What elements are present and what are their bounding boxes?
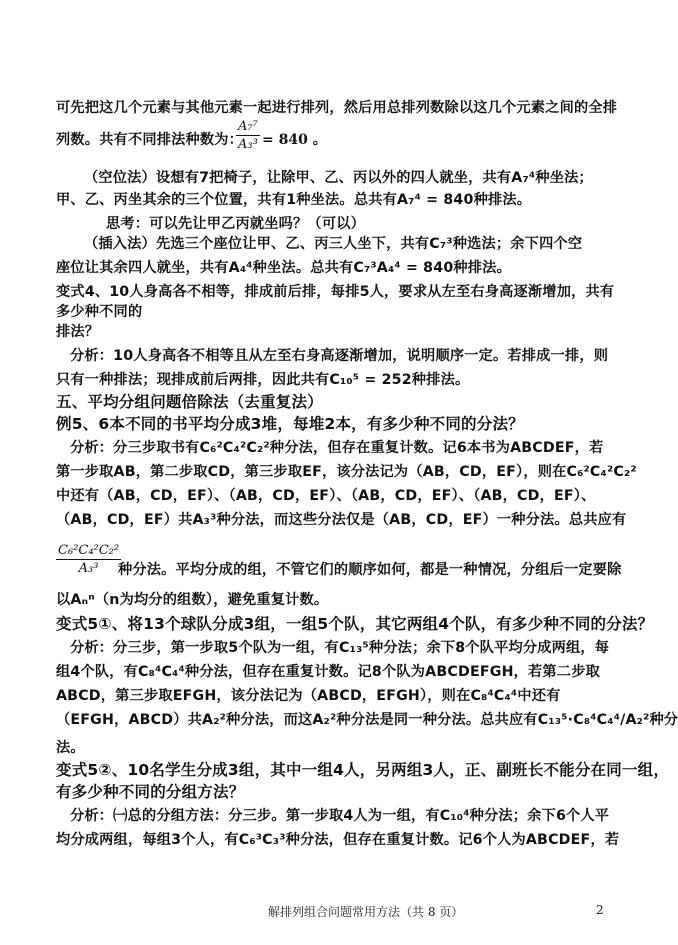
variant-5-2-title-cont: 有多少种不同的分组方法？ [56,783,245,801]
footer-title: 解排列组合问题常用方法（共 8 页） [268,905,464,919]
line-17: 中还有（AB，CD，EF）、（AB，CD，EF）、（AB，CD，EF）、（AB，CD，EF）、 [56,488,596,504]
line-12: 只有一种排法；现排成前后两排，因此共有C₁₀⁵ = 252种排法。 [56,372,470,388]
line-20: 以Aₙⁿ（n为均分的组数），避免重复计数。 [56,592,329,608]
line-25: （EFGH，ABCD）共A₂²种分法，而这A₂²种分法是同一种分法。总共应有C₁₃⁵·C₈⁴C₄⁴/A₂²种分 [56,712,678,728]
line-10: 排法？ [56,324,100,340]
section-heading: 五、平均分组问题倍除法（去重复法） [56,393,323,411]
line-29: 分析：㈠总的分组方法：分三步。第一步取4人为一组，有C₁₀⁴种分法；余下6个人平 [70,808,610,824]
line-19: 种分法。平均分成的组，不管它们的顺序如何，都是一种情况，分组后一定要除 [118,562,622,578]
example-5-title: 例5、6本不同的书平均分成3堆，每堆2本，有多少种不同的分法？ [56,415,524,433]
line-3: （空位法）设想有7把椅子，让除甲、乙、丙以外的四人就坐，共有A₇⁴种坐法； [84,170,593,186]
line-23: 组4个队，有C₈⁴C₄⁴种分法，但存在重复计数。记8个队为ABCDEFGH，若第二步取 [56,664,600,680]
line-26: 法。 [56,740,85,756]
line-6: （插入法）先选三个座位让甲、乙、丙三人坐下，共有C₇³种选法；余下四个空 [84,236,583,252]
line-1: 可先把这几个元素与其他元素一起进行排列，然后用总排列数除以这几个元素之间的全排 [56,100,618,116]
formula-numerator: A₇⁷ [238,119,258,134]
line-2: 列数。共有不同排法种数为： [56,132,244,148]
line-8: 变式4、10人身高各不相等，排成前后排，每排5人，要求从左至右身高逐渐增加，共有 [56,284,615,300]
formula-denominator: A₃³ [238,137,258,152]
line-4: 甲、乙、丙坐其余的三个位置，共有1种坐法。总共有A₇⁴ = 840种排法。 [56,192,532,208]
line-7: 座位让其余四人就坐，共有A₄⁴种坐法。总共有C₇³A₄⁴ = 840种排法。 [56,260,511,276]
line-18: （AB，CD，EF）共A₃³种分法，而这些分法仅是（AB，CD，EF）一种分法。总共应有 [56,512,627,528]
formula-grouping-count [56,542,121,577]
formula-arrangement-count [236,118,260,153]
formula-denominator-2: A₃³ [78,561,99,576]
formula-result: = 840 。 [262,132,327,148]
variant-5-2-title: 变式5②、10名学生分成3组，其中一组4人，另两组3人，正、副班长不能分在同一组， [56,761,670,779]
line-30: 均分成两组，每组3个人，有C₆³C₃³种分法，但存在重复计数。记6个人为ABCDEF，若 [56,832,620,848]
line-9: 多少种不同的 [56,304,143,320]
line-11: 分析：10人身高各不相等且从左至右身高逐渐增加，说明顺序一定。若排成一排，则 [70,348,609,364]
line-16: 第一步取AB，第二步取CD，第三步取EF，该分法记为（AB，CD，EF），则在C₆²C₄²C₂² [56,464,637,480]
line-24: ABCD，第三步取EFGH，该分法记为（ABCD，EFGH），则在C₈⁴C₄⁴中还有 [56,688,561,704]
line-5: 思考：可以先让甲乙丙就坐吗？（可以） [106,216,365,232]
page-number: 2 [596,903,604,917]
formula-numerator-2: C₆²C₄²C₂² [58,543,120,558]
line-22: 分析：分三步，第一步取5个队为一组，有C₁₃⁵种分法；余下8个队平均分成两组，每 [70,640,610,656]
line-15: 分析：分三步取书有C₆²C₄²C₂²种分法，但存在重复计数。记6本书为ABCDEF，若 [70,440,604,456]
variant-5-1-title: 变式5①、将13个球队分成3组，一组5个队，其它两组4个队，有多少种不同的分法？ [56,615,654,633]
